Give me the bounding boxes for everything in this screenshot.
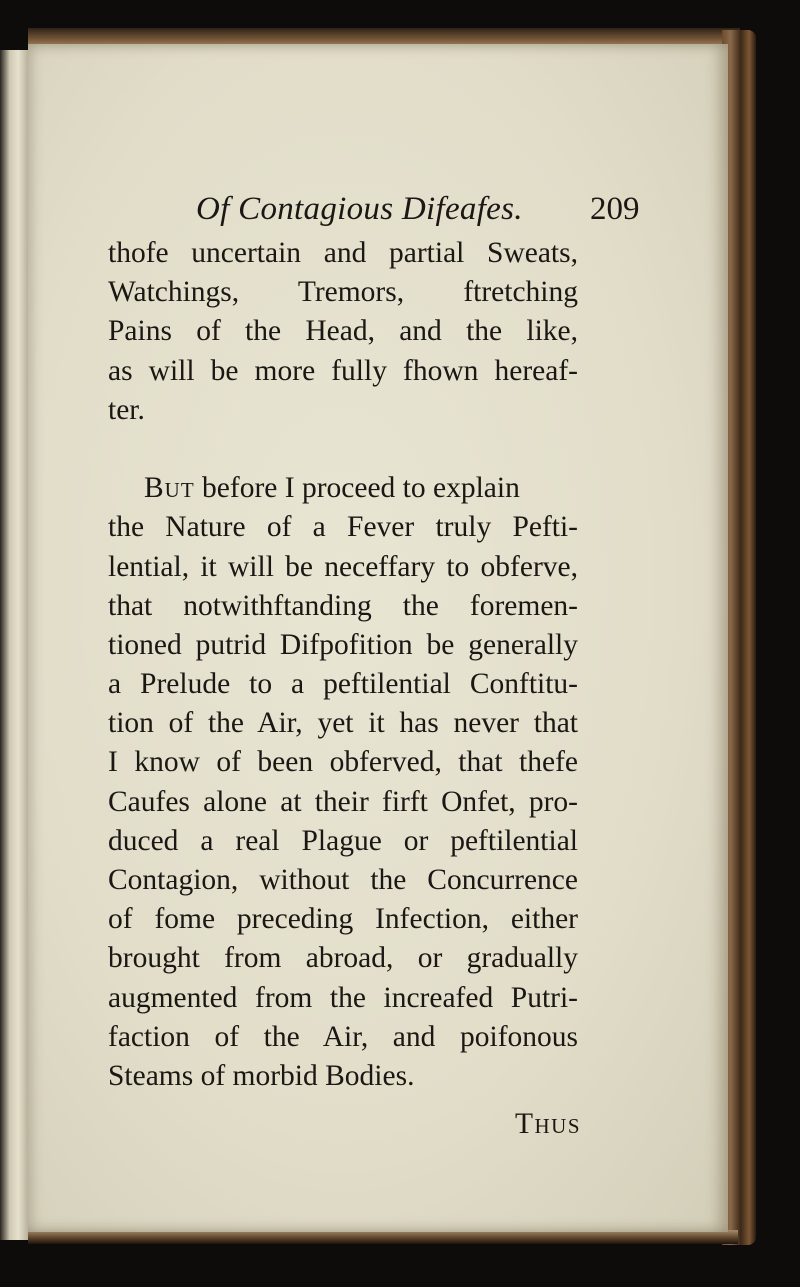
page-number: 209 [590,191,640,227]
catchword: Thus [515,1108,582,1140]
text-line: the Nature of a Fever truly Pefti- [108,511,578,544]
text-line: Caufes alone at their firft Onfet, pro- [108,785,578,818]
text-line: faction of the Air, and poifonous [108,1020,578,1053]
text-line: tion of the Air, yet it has never that [108,707,578,740]
text-line: brought from abroad, or gradually [108,942,578,975]
paragraph-gap [108,430,578,469]
text-line: I know of been obferved, that thefe [108,746,578,779]
text-line: Watchings, Tremors, ftretching [108,276,578,309]
book-cover-left-edge [0,50,28,1240]
text-line: augmented from the increafed Putri- [108,981,578,1014]
book-cover-bottom-edge [28,1230,738,1244]
text-line: lential, it will be neceffary to obferve, [108,550,578,583]
text-line: Steams of morbid Bodies. [108,1059,415,1092]
text-line: Contagion, without the Concurrence [108,864,578,896]
text-line: as will be more fully fhown hereaf- [108,354,578,387]
page-header [28,191,728,234]
text-line: of fome preceding Infection, either [108,903,578,936]
text-line: that notwithftanding the foremen- [108,589,578,622]
page-body [108,234,578,1096]
text-line: thofe uncertain and partial Sweats, [108,237,578,269]
text-line: Pains of the Head, and the like, [108,315,578,348]
text-line: a Prelude to a peftilential Conftitu- [108,668,578,701]
paragraph-first-line [108,469,578,508]
running-head: Of Contagious Difeafes. [196,191,523,227]
text-line: ter. [108,393,145,426]
text-line: tioned putrid Difpofition be generally [108,628,578,661]
text-line-rest: before I proceed to explain [194,472,520,505]
paragraph-lead-word: But [144,472,195,505]
text-line: duced a real Plague or peftilential [108,824,578,857]
book-page [28,44,728,1232]
